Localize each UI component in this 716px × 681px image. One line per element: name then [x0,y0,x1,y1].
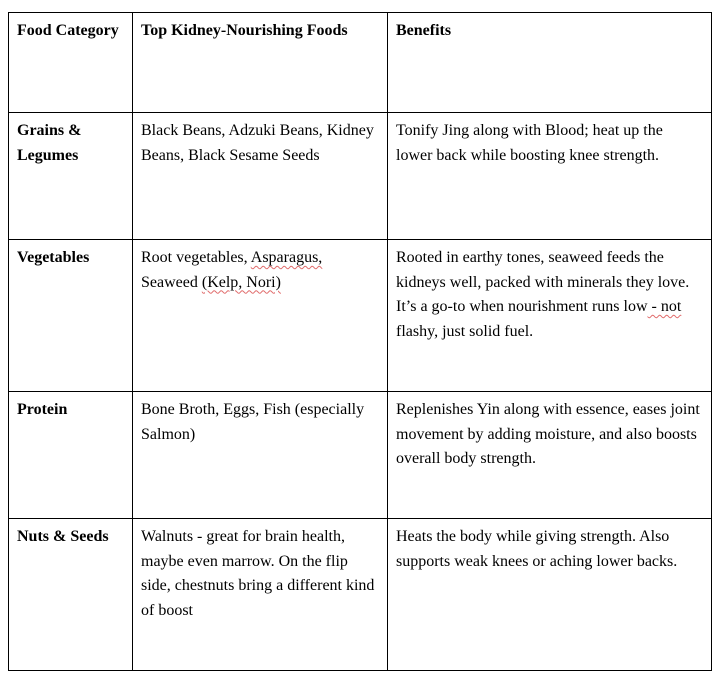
category-cell: Vegetables [9,240,133,392]
benefits-cell [388,240,712,392]
table-row [9,519,712,671]
foods-text: Seaweed [141,273,202,291]
spellcheck-word: (Kelp, Nori) [201,273,281,291]
category-cell: Grains & Legumes [9,113,133,240]
benefits-cell: Replenishes Yin along with essence, eases joint movement by adding moisture, and also boosts overall body strength. [388,392,712,519]
benefits-text: Rooted in earthy tones, seaweed feeds the kidneys well, packed with minerals they love. It’s a go-to when nourishment runs low [396,249,690,315]
category-cell: Nuts & Seeds [9,519,133,671]
table-row [9,392,712,519]
foods-cell: Black Beans, Adzuki Beans, Kidney Beans, Black Sesame Seeds [133,113,388,240]
foods-cell: Bone Broth, Eggs, Fish (especially Salmon) [133,392,388,519]
foods-text: Root vegetables, [141,249,251,266]
benefits-text: flashy, just solid fuel. [396,322,534,340]
spellcheck-word: Asparagus, [250,249,323,266]
table-header-row [9,13,712,113]
benefits-cell: Heats the body while giving strength. Also supports weak knees or aching lower backs. [388,519,712,671]
header-top-foods: Top Kidney-Nourishing Foods [133,13,388,113]
spellcheck-word: - not [647,298,682,315]
header-food-category: Food Category [9,13,133,113]
benefits-cell: Tonify Jing along with Blood; heat up the lower back while boosting knee strength. [388,113,712,240]
header-benefits: Benefits [388,13,712,113]
foods-cell [133,240,388,392]
foods-cell: Walnuts - great for brain health, maybe even marrow. On the flip side, chestnuts bring a different kind of boost [133,519,388,671]
table-row [9,240,712,392]
food-table [8,12,712,671]
category-cell: Protein [9,392,133,519]
table-row [9,113,712,240]
